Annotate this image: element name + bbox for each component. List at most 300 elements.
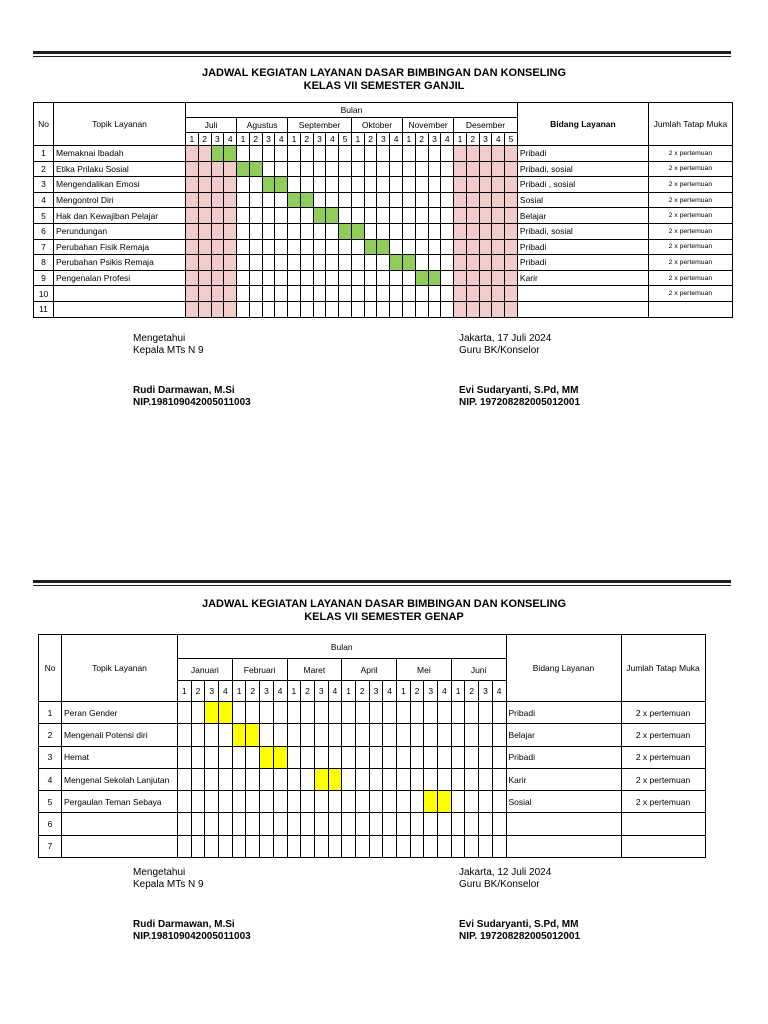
week-cell: [466, 286, 479, 302]
week-cell: [438, 702, 452, 724]
scheduled-week-cell: [403, 255, 416, 271]
week-cell: [262, 208, 275, 224]
week-cell: [441, 208, 454, 224]
week-cell: [383, 724, 397, 746]
week-cell: [342, 835, 356, 857]
scheduled-week-cell: [339, 223, 352, 239]
week-cell: [390, 146, 403, 162]
week-cell: [424, 768, 438, 790]
week-cell: [479, 835, 493, 857]
week-cell: [191, 791, 205, 813]
week-cell: [301, 724, 315, 746]
week-cell: [390, 192, 403, 208]
week-cell: [326, 177, 339, 193]
week-number: 4: [441, 133, 454, 146]
week-cell: [492, 255, 505, 271]
week-cell: [224, 255, 237, 271]
table-row: [34, 286, 733, 302]
week-cell: [301, 791, 315, 813]
row-jumlah: 2 x pertemuan: [648, 177, 732, 193]
week-cell: [249, 208, 262, 224]
row-no: 6: [39, 813, 62, 835]
week-cell: [397, 746, 411, 768]
week-number: 1: [451, 681, 465, 702]
week-cell: [465, 746, 479, 768]
week-cell: [300, 286, 313, 302]
week-cell: [219, 768, 233, 790]
week-cell: [403, 208, 416, 224]
week-cell: [492, 208, 505, 224]
week-cell: [219, 835, 233, 857]
week-cell: [351, 146, 364, 162]
week-cell: [288, 161, 301, 177]
row-topik: Pergaulan Teman Sebaya: [62, 791, 178, 813]
row-no: 7: [39, 835, 62, 857]
week-cell: [492, 813, 506, 835]
week-cell: [275, 161, 288, 177]
week-cell: [326, 255, 339, 271]
scheduled-week-cell: [211, 146, 224, 162]
week-cell: [492, 724, 506, 746]
week-cell: [492, 835, 506, 857]
row-no: 8: [34, 255, 54, 271]
table-row: [34, 192, 733, 208]
genap-sign-right: [459, 867, 580, 943]
week-cell: [351, 192, 364, 208]
row-jumlah: 2 x pertemuan: [648, 270, 732, 286]
genap-sign-left: [133, 867, 251, 943]
week-cell: [237, 255, 250, 271]
row-jumlah: 2 x pertemuan: [621, 724, 705, 746]
week-cell: [326, 301, 339, 317]
week-cell: [410, 813, 424, 835]
week-cell: [186, 161, 199, 177]
week-cell: [479, 161, 492, 177]
col-header-topik: Topik Layanan: [62, 635, 178, 702]
week-cell: [328, 791, 342, 813]
week-cell: [211, 223, 224, 239]
week-cell: [415, 161, 428, 177]
week-cell: [355, 791, 369, 813]
week-cell: [479, 177, 492, 193]
week-number: 4: [328, 681, 342, 702]
week-cell: [479, 813, 493, 835]
week-cell: [428, 286, 441, 302]
week-cell: [403, 146, 416, 162]
row-jumlah: [648, 301, 732, 317]
week-cell: [198, 239, 211, 255]
row-topik: Etika Prilaku Sosial: [54, 161, 186, 177]
week-cell: [260, 813, 274, 835]
scheduled-week-cell: [377, 239, 390, 255]
week-cell: [191, 768, 205, 790]
row-bidang: Pribadi , sosial: [517, 177, 648, 193]
counselor-nip: NIP. 197208282005012001: [459, 931, 581, 942]
week-number: 1: [287, 681, 301, 702]
week-cell: [224, 223, 237, 239]
col-header-bidang: Bidang Layanan: [506, 635, 621, 702]
week-cell: [198, 255, 211, 271]
week-cell: [260, 768, 274, 790]
principal-nip: NIP.198109042005011003: [133, 397, 251, 408]
week-cell: [211, 192, 224, 208]
week-cell: [186, 286, 199, 302]
week-cell: [441, 161, 454, 177]
scheduled-week-cell: [328, 768, 342, 790]
week-cell: [441, 177, 454, 193]
week-number: 4: [383, 681, 397, 702]
week-cell: [466, 255, 479, 271]
week-cell: [428, 239, 441, 255]
week-cell: [479, 724, 493, 746]
week-cell: [403, 161, 416, 177]
week-cell: [205, 835, 219, 857]
week-cell: [377, 223, 390, 239]
week-number: 5: [339, 133, 352, 146]
month-header: Agustus: [237, 118, 288, 133]
week-number: 2: [364, 133, 377, 146]
week-cell: [390, 301, 403, 317]
week-cell: [232, 791, 246, 813]
scheduled-week-cell: [249, 161, 262, 177]
row-jumlah: [621, 835, 705, 857]
scheduled-week-cell: [205, 702, 219, 724]
week-cell: [339, 255, 352, 271]
row-no: 7: [34, 239, 54, 255]
week-cell: [191, 746, 205, 768]
week-cell: [479, 702, 493, 724]
week-cell: [377, 146, 390, 162]
week-number: 3: [314, 681, 328, 702]
week-cell: [260, 702, 274, 724]
week-cell: [339, 208, 352, 224]
week-cell: [287, 702, 301, 724]
ganjil-sign-right: [459, 333, 580, 409]
week-cell: [492, 791, 506, 813]
scheduled-week-cell: [232, 724, 246, 746]
week-cell: [178, 724, 192, 746]
week-cell: [249, 301, 262, 317]
week-number: 3: [428, 133, 441, 146]
week-cell: [479, 768, 493, 790]
week-cell: [403, 177, 416, 193]
week-cell: [211, 208, 224, 224]
row-no: 10: [34, 286, 54, 302]
week-cell: [224, 270, 237, 286]
week-cell: [403, 286, 416, 302]
col-header-no: No: [39, 635, 62, 702]
scheduled-week-cell: [390, 255, 403, 271]
ganjil-title: JADWAL KEGIATAN LAYANAN DASAR BIMBINGAN DAN KONSELING: [201, 67, 567, 79]
week-cell: [397, 791, 411, 813]
week-cell: [191, 702, 205, 724]
row-no: 1: [39, 702, 62, 724]
row-bidang: Karir: [517, 270, 648, 286]
week-cell: [186, 239, 199, 255]
week-cell: [287, 724, 301, 746]
week-cell: [288, 270, 301, 286]
week-number: 2: [246, 681, 260, 702]
week-cell: [313, 223, 326, 239]
row-no: 2: [34, 161, 54, 177]
week-cell: [313, 301, 326, 317]
week-cell: [428, 192, 441, 208]
week-cell: [300, 177, 313, 193]
week-cell: [351, 255, 364, 271]
table-row: [39, 791, 706, 813]
week-cell: [300, 161, 313, 177]
week-cell: [465, 702, 479, 724]
counselor-nip: NIP. 197208282005012001: [459, 397, 581, 408]
week-cell: [479, 270, 492, 286]
week-cell: [438, 813, 452, 835]
principal-name: Rudi Darmawan, M.Si: [133, 919, 235, 930]
scheduled-week-cell: [224, 146, 237, 162]
row-bidang: Pribadi, sosial: [517, 161, 648, 177]
week-number: 3: [211, 133, 224, 146]
week-cell: [262, 223, 275, 239]
week-cell: [301, 835, 315, 857]
scheduled-week-cell: [300, 192, 313, 208]
week-number: 2: [300, 133, 313, 146]
week-cell: [424, 835, 438, 857]
week-cell: [403, 301, 416, 317]
week-cell: [198, 286, 211, 302]
table-row: [34, 239, 733, 255]
week-cell: [403, 192, 416, 208]
genap-schedule-table: [38, 634, 706, 858]
week-cell: [246, 835, 260, 857]
week-cell: [301, 768, 315, 790]
week-cell: [424, 724, 438, 746]
row-jumlah: 2 x pertemuan: [621, 791, 705, 813]
row-jumlah: 2 x pertemuan: [621, 746, 705, 768]
week-cell: [249, 270, 262, 286]
week-cell: [403, 223, 416, 239]
week-cell: [364, 286, 377, 302]
scheduled-week-cell: [275, 177, 288, 193]
row-jumlah: 2 x pertemuan: [648, 255, 732, 271]
week-cell: [186, 177, 199, 193]
week-cell: [275, 270, 288, 286]
row-topik: [62, 813, 178, 835]
week-cell: [451, 746, 465, 768]
week-cell: [249, 223, 262, 239]
week-cell: [428, 177, 441, 193]
week-cell: [300, 301, 313, 317]
week-cell: [300, 146, 313, 162]
row-no: 5: [34, 208, 54, 224]
week-cell: [377, 286, 390, 302]
week-cell: [438, 746, 452, 768]
week-cell: [454, 301, 467, 317]
week-cell: [466, 270, 479, 286]
week-cell: [288, 286, 301, 302]
week-cell: [466, 177, 479, 193]
week-number: 4: [492, 133, 505, 146]
week-cell: [454, 255, 467, 271]
scheduled-week-cell: [260, 746, 274, 768]
week-cell: [369, 813, 383, 835]
week-cell: [355, 746, 369, 768]
week-cell: [364, 301, 377, 317]
week-number: 1: [454, 133, 467, 146]
week-cell: [479, 223, 492, 239]
week-cell: [262, 301, 275, 317]
week-cell: [369, 835, 383, 857]
table-row: [34, 161, 733, 177]
row-no: 4: [34, 192, 54, 208]
week-cell: [313, 286, 326, 302]
week-cell: [424, 746, 438, 768]
week-cell: [275, 146, 288, 162]
month-header: Maret: [287, 659, 342, 681]
week-cell: [339, 146, 352, 162]
week-cell: [339, 177, 352, 193]
week-cell: [355, 768, 369, 790]
week-cell: [287, 791, 301, 813]
week-cell: [403, 239, 416, 255]
week-cell: [211, 239, 224, 255]
week-cell: [466, 192, 479, 208]
week-cell: [492, 177, 505, 193]
week-cell: [339, 301, 352, 317]
week-cell: [369, 702, 383, 724]
week-cell: [415, 208, 428, 224]
week-cell: [492, 768, 506, 790]
week-cell: [178, 746, 192, 768]
week-cell: [237, 177, 250, 193]
week-cell: [328, 702, 342, 724]
row-topik: Perubahan Psikis Remaja: [54, 255, 186, 271]
week-cell: [326, 286, 339, 302]
week-cell: [262, 146, 275, 162]
week-cell: [364, 161, 377, 177]
week-cell: [377, 301, 390, 317]
scheduled-week-cell: [415, 270, 428, 286]
week-cell: [262, 192, 275, 208]
header-row: [34, 103, 733, 118]
week-cell: [424, 813, 438, 835]
row-no: 6: [34, 223, 54, 239]
week-cell: [178, 768, 192, 790]
week-cell: [262, 161, 275, 177]
week-number: 3: [262, 133, 275, 146]
week-cell: [273, 791, 287, 813]
week-cell: [288, 255, 301, 271]
week-cell: [313, 161, 326, 177]
week-cell: [410, 724, 424, 746]
month-header: September: [288, 118, 352, 133]
week-cell: [249, 192, 262, 208]
row-no: 3: [39, 746, 62, 768]
week-cell: [428, 301, 441, 317]
counselor-title: Guru BK/Konselor: [459, 345, 540, 356]
week-cell: [288, 301, 301, 317]
row-jumlah: 2 x pertemuan: [621, 702, 705, 724]
week-cell: [342, 813, 356, 835]
week-number: 1: [351, 133, 364, 146]
week-cell: [355, 702, 369, 724]
week-cell: [479, 286, 492, 302]
week-cell: [466, 223, 479, 239]
principal-nip: NIP.198109042005011003: [133, 931, 251, 942]
week-cell: [339, 192, 352, 208]
week-cell: [355, 813, 369, 835]
week-cell: [300, 255, 313, 271]
week-cell: [466, 301, 479, 317]
week-cell: [262, 239, 275, 255]
week-cell: [364, 177, 377, 193]
col-header-bidang: Bidang Layanan: [517, 103, 648, 146]
week-cell: [364, 146, 377, 162]
week-cell: [328, 813, 342, 835]
week-cell: [492, 223, 505, 239]
week-cell: [313, 270, 326, 286]
week-cell: [505, 192, 518, 208]
week-number: 4: [273, 681, 287, 702]
week-cell: [314, 746, 328, 768]
genap-subtitle: KELAS VII SEMESTER GENAP: [304, 611, 464, 623]
week-number: 4: [219, 681, 233, 702]
week-cell: [328, 724, 342, 746]
table-row: [39, 724, 706, 746]
week-cell: [492, 146, 505, 162]
week-cell: [205, 791, 219, 813]
week-cell: [438, 724, 452, 746]
row-topik: Mengenal Sekolah Lanjutan: [62, 768, 178, 790]
week-cell: [383, 835, 397, 857]
week-cell: [479, 208, 492, 224]
week-number: 2: [465, 681, 479, 702]
week-cell: [219, 791, 233, 813]
week-cell: [288, 177, 301, 193]
week-cell: [410, 791, 424, 813]
week-cell: [224, 301, 237, 317]
row-jumlah: [621, 813, 705, 835]
week-cell: [505, 270, 518, 286]
week-cell: [326, 146, 339, 162]
week-cell: [505, 223, 518, 239]
week-cell: [492, 270, 505, 286]
week-cell: [438, 768, 452, 790]
week-cell: [198, 146, 211, 162]
week-cell: [246, 702, 260, 724]
week-cell: [198, 223, 211, 239]
week-cell: [428, 223, 441, 239]
week-cell: [441, 192, 454, 208]
week-number: 2: [410, 681, 424, 702]
row-topik: Memaknai Ibadah: [54, 146, 186, 162]
month-header: Desember: [454, 118, 518, 133]
scheduled-week-cell: [273, 746, 287, 768]
week-cell: [451, 724, 465, 746]
week-cell: [451, 835, 465, 857]
week-cell: [287, 835, 301, 857]
week-cell: [178, 791, 192, 813]
principal-title: Kepala MTs N 9: [133, 345, 204, 356]
week-number: 4: [492, 681, 506, 702]
week-cell: [466, 208, 479, 224]
week-number: 3: [377, 133, 390, 146]
week-cell: [377, 192, 390, 208]
week-cell: [273, 724, 287, 746]
week-cell: [479, 192, 492, 208]
week-cell: [237, 286, 250, 302]
week-cell: [300, 239, 313, 255]
week-cell: [383, 702, 397, 724]
scheduled-week-cell: [246, 724, 260, 746]
